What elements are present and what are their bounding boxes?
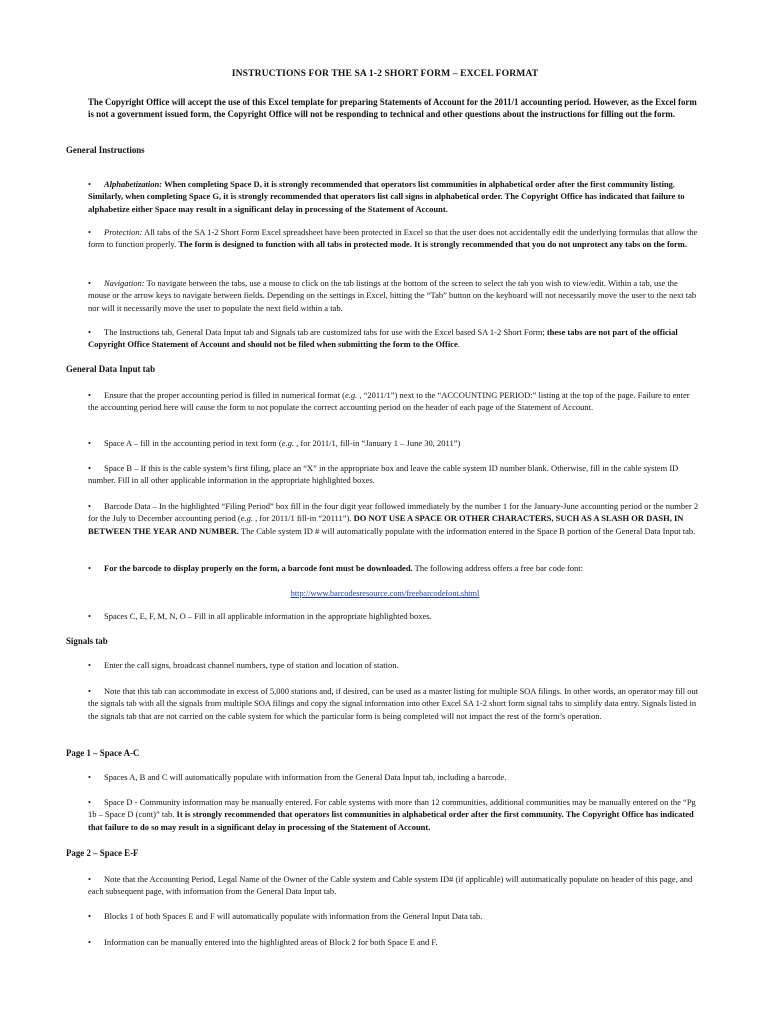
list-item-alphabetization <box>88 178 700 215</box>
item-text-end: The Cable system ID # will automatically populate with the information entered in the Space B portion of the General Data Input tab. <box>238 525 696 536</box>
list-item-enter-signals <box>88 659 700 671</box>
list-item-barcode-font <box>88 562 700 574</box>
list-item-manual-entry <box>88 936 700 948</box>
item-text: Note that the Accounting Period, Legal Name of the Owner of the Cable system and Cable system ID# (if applicable) will automatically populate on header of this page, and each subsequent page, with information from the General Data Input tab. <box>88 874 693 897</box>
item-text: The following address offers a free bar code font: <box>412 563 584 573</box>
bullet-icon: • <box>88 874 91 884</box>
bullet-icon: • <box>88 501 91 511</box>
item-text-cont: , for 2011/1, fill-in “January 1 – June 30, 2011”) <box>294 438 461 448</box>
item-bold-text: For the barcode to display properly on the form, a barcode font must be downloaded. <box>104 563 413 573</box>
list-item-barcode-data <box>88 500 700 537</box>
item-end: . <box>457 339 460 350</box>
item-text: The Instructions tab, General Data Input tab and Signals tab are customized tabs for use with the Excel based SA 1-2 Short Form; <box>104 327 547 337</box>
bullet-icon: • <box>88 772 91 782</box>
bullet-icon: • <box>88 327 91 337</box>
item-lead: Protection: <box>104 227 143 237</box>
bullet-icon: • <box>88 911 91 921</box>
item-text: To navigate between the tabs, use a mouse to click on the tab listings at the bottom of the screen to select the tab you wish to view/edit. Within a tab, use the mouse or the arrow keys to navigate between fields. Depending on the settings in Excel, hitting the “Tab” button on the keyboard will not necessarily move the user to the next tab nor will it necessarily move the user to populate the next field within a tab. <box>88 278 697 313</box>
item-text: Spaces C, E, F, M, N, O – Fill in all applicable information in the appropriate highlighted boxes. <box>104 611 432 621</box>
section-general-data-input: General Data Input tab <box>66 364 156 374</box>
section-general-instructions: General Instructions <box>66 145 145 155</box>
bullet-icon: • <box>88 278 91 288</box>
item-bold-text: The form is designed to function with all tabs in protected mode. It is strongly recommended that you do not unprotect any tabs on the form. <box>178 239 688 250</box>
intro-paragraph: The Copyright Office will accept the use of this Excel template for preparing Statements of Account for the 2011/1 accounting period. However, as the Excel form is not a government issued form, the Copyright Office will not be responding to technical and other questions about the instructions for filling out the form. <box>88 97 697 120</box>
item-text: Space A – fill in the accounting period in text form ( <box>104 438 282 448</box>
page-title: INSTRUCTIONS FOR THE SA 1-2 SHORT FORM – EXCEL FORMAT <box>231 68 539 79</box>
barcode-font-link[interactable]: http://www.barcodesresource.com/freebarcodefont.shtml <box>290 589 480 598</box>
bullet-icon: • <box>88 390 91 400</box>
section-signals-tab: Signals tab <box>66 636 108 646</box>
item-text: Enter the call signs, broadcast channel numbers, type of station and location of station. <box>104 660 399 670</box>
bullet-icon: • <box>88 611 91 621</box>
bullet-icon: • <box>88 797 91 807</box>
item-eg: e.g. <box>345 390 358 400</box>
item-text: Space D - Community information may be manually entered. For cable systems with more than 12 communities, additional communities may be manually entered on the “Pg 1b – Space D (cont)” tab. <box>88 797 696 820</box>
item-text: Ensure that the proper accounting period is filled in numerical format ( <box>104 390 345 400</box>
list-item-space-b <box>88 462 700 487</box>
list-item-signals-note <box>88 685 700 722</box>
bullet-icon: • <box>88 463 91 473</box>
item-text: Spaces A, B and C will automatically populate with information from the General Data Input tab, including a barcode. <box>104 772 507 782</box>
bullet-icon: • <box>88 563 91 573</box>
bullet-icon: • <box>88 438 91 448</box>
list-item-navigation <box>88 277 700 314</box>
section-page-2: Page 2 – Space E-F <box>66 848 139 858</box>
item-text: Information can be manually entered into the highlighted areas of Block 2 for both Space E and F. <box>104 937 438 947</box>
item-text: All tabs of the SA 1-2 Short Form Excel spreadsheet have been protected in Excel so that the user does not accidentally edit the underlying formulas that allow the form to function properly. <box>88 227 698 250</box>
list-item-accounting-period <box>88 389 700 414</box>
list-item-spaces-cefmno <box>88 610 700 622</box>
list-item-header-note <box>88 873 700 898</box>
item-eg: e.g. <box>240 513 253 524</box>
list-item-protection <box>88 226 700 251</box>
item-text: When completing Space D, it is strongly recommended that operators list communities in alphabetical order after the first community listing. Similarly, when completing Space G, it is strongly recommended that operators list call signs in alphabetical order. The Copyright Office has indicated that failure to alphabetize either Space may result in a significant delay in processing of the Statement of Account. <box>88 179 685 214</box>
bullet-icon: • <box>88 937 91 947</box>
item-text: Blocks 1 of both Spaces E and F will automatically populate with information from the General Input Data tab. <box>104 911 483 921</box>
bullet-icon: • <box>88 686 91 696</box>
item-bold-text: these tabs are not part of the official Copyright Office Statement of Account and should not be filed when submitting the form to the Office <box>88 327 678 350</box>
item-bold-text: DO NOT USE A SPACE OR OTHER CHARACTERS, SUCH AS A SLASH OR DASH, IN BETWEEN THE YEAR AND NUMBER. <box>88 513 684 536</box>
list-item-custom-tabs <box>88 326 700 351</box>
item-text: Barcode Data – In the highlighted “Filing Period” box fill in the four digit year followed immediately by the number 1 for the January-June accounting period or the number 2 for the July to December accounting period ( <box>88 501 699 524</box>
item-lead: Navigation: <box>104 278 145 288</box>
item-bold-text: It is strongly recommended that operators list communities in alphabetical order after the first community. The Copyright Office has indicated that failure to do so may result in a significant delay in processing of the Statement of Account. <box>88 809 694 832</box>
item-text: Space B – If this is the cable system’s first filing, place an “X” in the appropriate box and leave the cable system ID number blank. Otherwise, fill in the cable system ID number. Fill in all other applicable information in the appropriate highlighted boxes. <box>88 463 679 486</box>
section-page-1: Page 1 – Space A-C <box>66 748 140 758</box>
list-item-spaces-abc <box>88 771 700 783</box>
bullet-icon: • <box>88 227 91 237</box>
item-lead: Alphabetization: <box>104 179 163 189</box>
list-item-space-d <box>88 796 700 833</box>
item-text-cont: , for 2011/1 fill-in “20111”). <box>253 513 354 524</box>
item-text-cont: , “2011/1”) next to the “ACCOUNTING PERIOD:” listing at the top of the page. Failure to enter the accounting period here will cause the form to not populate the correct accounting period on the header of each page of the Statement of Account. <box>88 390 690 413</box>
list-item-space-a <box>88 437 700 449</box>
item-text: Note that this tab can accommodate in excess of 5,000 stations and, if desired, can be used as a master listing for multiple SOA filings. In other words, an operator may fill out the signals tab with all the signals from multiple SOA filings and copy the signal information into other Excel SA 1-2 short form signal tabs to simplify data entry. Signals listed in the signals tab that are not carried on the cable system for which the particular form is being completed will not impact the rest of the form’s operation. <box>88 686 699 721</box>
bullet-icon: • <box>88 179 91 189</box>
bullet-icon: • <box>88 660 91 670</box>
list-item-blocks <box>88 910 700 922</box>
item-eg: e.g. <box>281 438 295 448</box>
